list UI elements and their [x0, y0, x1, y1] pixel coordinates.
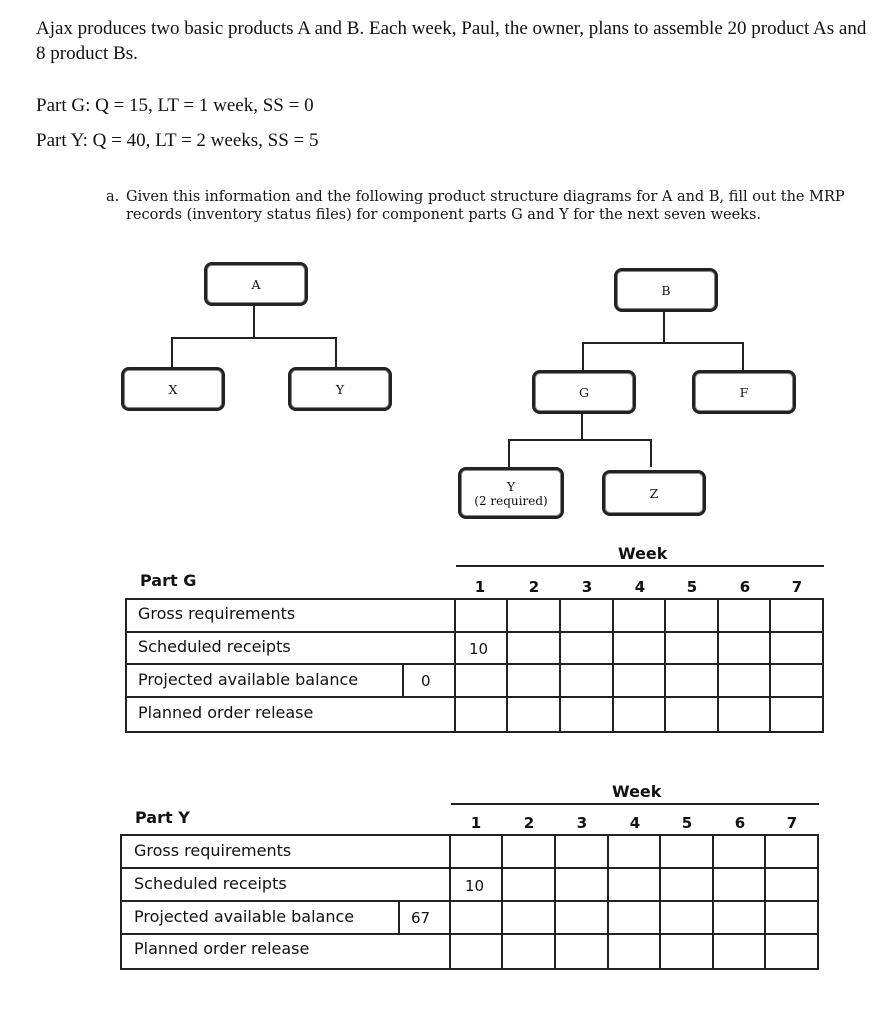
node-b: B: [614, 268, 718, 312]
node-a: A: [204, 262, 308, 306]
row-scheduled-receipts: Scheduled receipts: [138, 637, 291, 656]
week-number: 3: [581, 578, 593, 596]
week-number: 3: [576, 814, 588, 832]
row-projected-available-balance: Projected available balance: [138, 670, 359, 689]
week-number: 4: [634, 578, 646, 596]
part-title: Part Y: [135, 808, 190, 827]
node-g: G: [532, 370, 636, 414]
tree-line: [335, 337, 337, 367]
week-number: 5: [681, 814, 693, 832]
on-hand-value: 0: [421, 672, 431, 690]
node-y-2-required: Y (2 required): [458, 467, 564, 519]
on-hand-value: 67: [411, 909, 431, 927]
intro-paragraph: [36, 16, 876, 66]
tree-line: [171, 337, 337, 339]
question-text: Given this information and the following product structure diagrams for A and B, fill out the MRP records (inventory status files) for component parts G and Y for the next seven weeks.: [126, 189, 845, 223]
row-projected-available-balance: Projected available balance: [134, 907, 355, 926]
tree-line: [171, 337, 173, 367]
tree-line: [581, 411, 583, 441]
row-planned-order-release: Planned order release: [138, 703, 314, 722]
week-number: 6: [739, 578, 751, 596]
week-number: 6: [734, 814, 746, 832]
row-gross-requirements: Gross requirements: [138, 604, 296, 623]
week-header: Week: [612, 782, 662, 801]
question-a: [106, 188, 866, 223]
row-planned-order-release: Planned order release: [134, 939, 310, 958]
node-z: Z: [602, 470, 706, 516]
node-y: Y: [288, 367, 392, 411]
tree-line: [742, 342, 744, 370]
week-rule: [451, 803, 819, 805]
tree-line: [508, 439, 510, 467]
tree-line: [582, 342, 584, 370]
part-y-params: Part Y: Q = 40, LT = 2 weeks, SS = 5: [36, 130, 319, 151]
question-label: a.: [106, 189, 120, 205]
scheduled-receipt-value: 10: [469, 640, 489, 658]
row-gross-requirements: Gross requirements: [134, 841, 292, 860]
week-number: 1: [474, 578, 486, 596]
week-number: 7: [786, 814, 798, 832]
intro-text: Ajax produces two basic products A and B. Each week, Paul, the owner, plans to assemble 20 product As and 8 product Bs.: [36, 18, 867, 64]
tree-line: [663, 309, 665, 344]
row-scheduled-receipts: Scheduled receipts: [134, 874, 287, 893]
scanned-problem: [0, 170, 896, 1024]
part-g-params: Part G: Q = 15, LT = 1 week, SS = 0: [36, 95, 314, 116]
tree-line: [650, 439, 652, 467]
week-header: Week: [618, 544, 668, 563]
scheduled-receipt-value: 10: [465, 877, 485, 895]
week-rule: [456, 565, 824, 567]
node-f: F: [692, 370, 796, 414]
tree-line: [253, 303, 255, 339]
week-number: 5: [686, 578, 698, 596]
tree-line: [582, 342, 744, 344]
tree-line: [508, 439, 652, 441]
week-number: 2: [523, 814, 535, 832]
week-number: 7: [791, 578, 803, 596]
week-number: 1: [470, 814, 482, 832]
node-x: X: [121, 367, 225, 411]
week-number: 2: [528, 578, 540, 596]
week-number: 4: [629, 814, 641, 832]
part-title: Part G: [140, 571, 197, 590]
